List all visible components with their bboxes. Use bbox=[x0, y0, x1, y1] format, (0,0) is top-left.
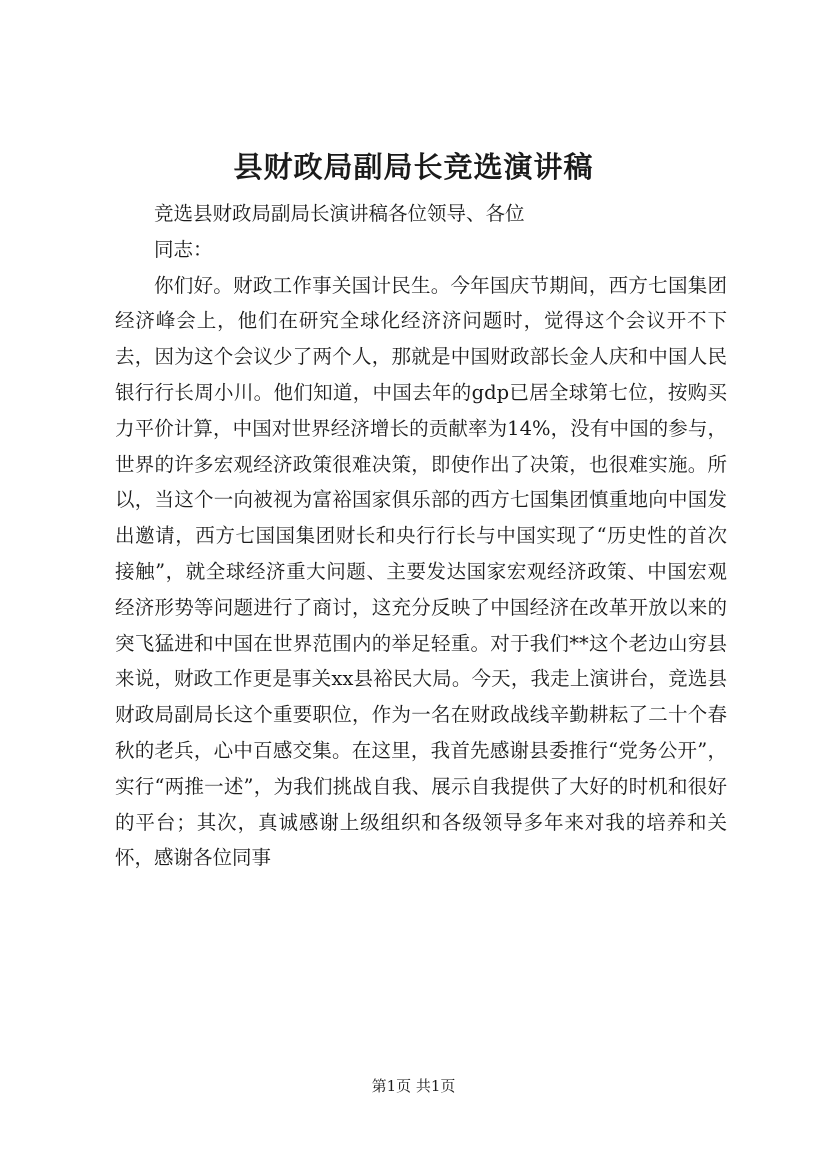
subtitle-line: 竞选县财政局副局长演讲稿各位领导、各位 bbox=[154, 202, 525, 225]
document-title: 县财政局副局长竞选演讲稿 bbox=[233, 150, 594, 184]
body-paragraph: 你们好。财政工作事关国计民生。今年国庆节期间，西方七国集团经济峰会上，他们在研究全球化经济济问题时，觉得这个会议开不下去，因为这个会议少了两个人，那就是中国财政部长金人庆和中国人民银行行长周小川。他们知道，中国去年的gdp已居全球第七位，按购买力平价计算，中国对世界经济增长的贡献率为14%，没有中国的参与，世界的许多宏观经济政策很难决策，即使作出了决策，也很难实施。所以，当这个一向被视为富裕国家俱乐部的西方七国集团慎重地向中国发出邀请，西方七国国集团财长和央行行长与中国实现了“历史性的首次接触”，就全球经济重大问题、主要发达国家宏观经济政策、中国宏观经济形势等问题进行了商讨，这充分反映了中国经济在改革开放以来的突飞猛进和中国在世界范围内的举足轻重。对于我们**这个老边山穷县来说，财政工作更是事关xx县裕民大局。今天，我走上演讲台，竞选县财政局副局长这个重要职位，作为一名在财政战线辛勤耕耘了二十个春秋的老兵，心中百感交集。在这里，我首先感谢县委推行“党务公开”，实行“两推一述”，为我们挑战自我、展示自我提供了大好的时机和很好的平台；其次，真诚感谢上级组织和各级领导多年来对我的培养和关怀，感谢各位同事 bbox=[115, 273, 727, 870]
document-body bbox=[115, 196, 727, 876]
page-footer: 第1页 共1页 bbox=[371, 1077, 456, 1095]
salutation: 同志： bbox=[154, 237, 213, 261]
